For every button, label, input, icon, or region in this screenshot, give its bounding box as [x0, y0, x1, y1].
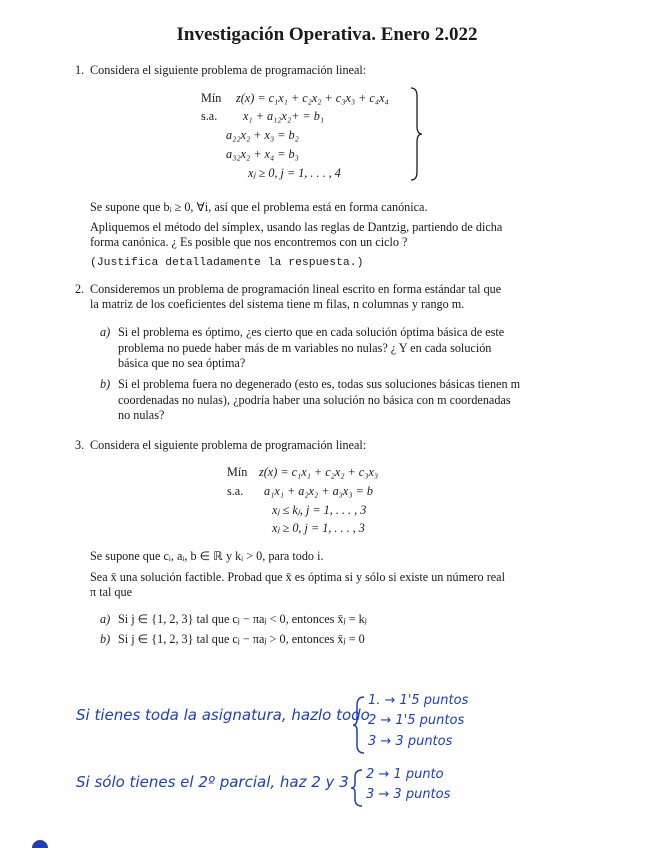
q2-b-line-3: no nulas? — [118, 408, 165, 422]
q1-assumption: Se supone que bᵢ ≥ 0, ∀i, así que el problema está en forma canónica. — [90, 200, 428, 214]
q3-a-condition: Si j ∈ {1, 2, 3} tal que cⱼ − πaⱼ < 0, entonces x̄ⱼ = kⱼ — [118, 612, 367, 626]
q3-constraint-2: xⱼ ≤ kⱼ, j = 1, . . . , 3 — [272, 503, 367, 517]
q3-min-label: Mín — [227, 465, 248, 479]
q1-number: 1. — [75, 63, 85, 77]
q3-assumption: Se supone que cᵢ, aᵢ, b ∈ ℝ y kᵢ > 0, para todo i. — [90, 549, 324, 563]
q1-constraint-2: a₂₂x₂ + x₃ = b₂ — [226, 128, 299, 142]
handwritten-score-2-1: 2 → 1 punto — [366, 767, 444, 782]
q3-number: 3. — [75, 438, 85, 452]
q2-intro-line-2: la matriz de los coeficientes del sistema tiene m filas, n columnas y rango m. — [90, 297, 465, 311]
q3-intro: Considera el siguiente problema de programación lineal: — [90, 438, 367, 452]
corner-mark — [30, 838, 50, 848]
q2-intro-line-1: Consideremos un problema de programación lineal escrito en forma estándar tal que — [90, 282, 502, 296]
q2-a-line-1: Si el problema es óptimo, ¿es cierto que en cada solución óptima básica de este — [118, 325, 505, 339]
q1-objective: z(x) = c₁x₁ + c₂x₂ + c₃x₃ + c₄x₄ — [236, 91, 389, 105]
q2-a-line-3: básica que no sea óptima? — [118, 356, 246, 370]
q3-sa-label: s.a. — [227, 484, 244, 498]
handwritten-score-2-2: 3 → 3 puntos — [366, 787, 451, 802]
q1-constraint-3: a₃₂x₂ + x₄ = b₃ — [226, 147, 299, 161]
q3-question-line-1: Sea x̄ una solución factible. Probad que x̄ es óptima si y sólo si existe un número real — [90, 570, 505, 584]
q3-b-label: b) — [100, 632, 111, 646]
q3-constraint-3: xⱼ ≥ 0, j = 1, . . . , 3 — [272, 521, 365, 535]
handwritten-brace-2 — [350, 768, 364, 808]
q2-b-line-1: Si el problema fuera no degenerado (esto es, todas sus soluciones básicas tienen m — [118, 377, 521, 391]
q2-a-line-2: problema no puede haber más de m variables no nulas? ¿ Y en cada solución — [118, 341, 492, 355]
q1-system-brace — [408, 86, 424, 182]
q1-constraint-1: x₁ + a₁₂x₂+ = b₁ — [243, 109, 325, 123]
handwritten-score-1-3: 3 → 3 puntos — [368, 734, 453, 749]
q2-number: 2. — [75, 282, 85, 296]
handwritten-score-1-2: 2 → 1'5 puntos — [368, 713, 465, 728]
q1-justify-note: (Justifica detalladamente la respuesta.) — [90, 257, 364, 269]
q2-b-label: b) — [100, 377, 111, 391]
q1-constraint-4: xⱼ ≥ 0, j = 1, . . . , 4 — [248, 166, 341, 180]
q1-question-line-2: forma canónica. ¿ Es posible que nos encontremos con un ciclo ? — [90, 235, 408, 249]
handwritten-note-1: Si tienes toda la asignatura, hazlo todo — [76, 706, 370, 724]
q3-constraint-1: a₁x₁ + a₂x₂ + a₃x₃ = b — [264, 484, 373, 498]
q3-b-condition: Si j ∈ {1, 2, 3} tal que cⱼ − πaⱼ > 0, entonces x̄ⱼ = 0 — [118, 632, 365, 646]
q2-a-label: a) — [100, 325, 111, 339]
q3-question-line-2: π tal que — [90, 585, 133, 599]
q2-b-line-2: coordenadas no nulas), ¿podría haber una solución no básica con m coordenadas — [118, 393, 511, 407]
q1-sa-label: s.a. — [201, 109, 218, 123]
handwritten-score-1-1: 1. → 1'5 puntos — [368, 693, 469, 708]
q1-intro: Considera el siguiente problema de programación lineal: — [90, 63, 367, 77]
exam-title: Investigación Operativa. Enero 2.022 — [176, 24, 478, 45]
handwritten-note-2: Si sólo tienes el 2º parcial, haz 2 y 3 — [76, 773, 349, 791]
q1-min-label: Mín — [201, 91, 222, 105]
q3-objective: z(x) = c₁x₁ + c₂x₂ + c₃x₃ — [259, 465, 379, 479]
handwritten-brace-1 — [352, 695, 366, 755]
q3-a-label: a) — [100, 612, 111, 626]
q1-question-line-1: Apliquemos el método del símplex, usando las reglas de Dantzig, partiendo de dicha — [90, 220, 503, 234]
